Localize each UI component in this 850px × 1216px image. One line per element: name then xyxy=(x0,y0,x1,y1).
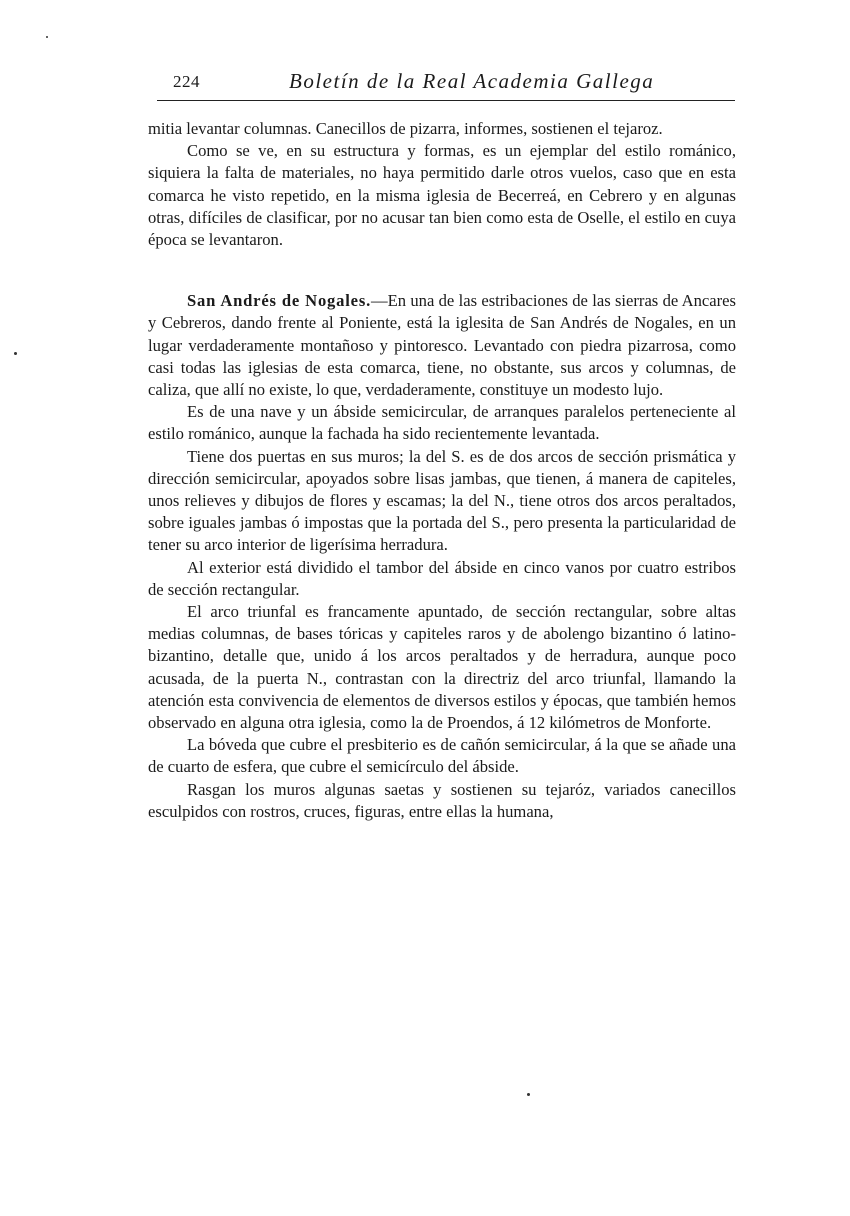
paragraph-san-andres-text: En una de las estribaciones de las sierras de Ancares y Cebreros, dando frente al Poniente, está la iglesita de San Andrés de Nogales, en un lugar verdaderamente montañoso y pintoresco. Levantado con piedra pizarrosa, como casi todas las iglesias de esta comarca, tiene, no obstante, sus arcos y columnas, de caliza, que allí no existe, lo que, verdaderamente, constituye un modesto lujo. xyxy=(148,291,736,400)
scan-speck xyxy=(46,36,48,38)
page-header xyxy=(157,70,735,100)
running-title: Boletín de la Real Academia Gallega xyxy=(289,69,655,93)
paragraph-nave: Es de una nave y un ábside semicircular, de arranques paralelos perteneciente al estilo románico, aunque la fachada ha sido recientemente levantada. xyxy=(148,402,736,444)
header-rule xyxy=(157,100,735,101)
paragraph-doors: Tiene dos puertas en sus muros; la del S. es de dos arcos de sección prismática y dirección semicircular, apoyados sobre lisas jambas, que tienen, á manera de capiteles, unos relieves y dibujos de flores y escamas; la del N., tiene otros dos arcos peraltados, sobre iguales jambas ó impostas que la portada del S., pero presenta la particularidad de tener su arco interior de ligerísima herradura. xyxy=(148,446,736,555)
paragraph-walls: Rasgan los muros algunas saetas y sostienen su tejaróz, variados canecillos esculpidos con rostros, cruces, figuras, entre ellas la humana, xyxy=(148,779,736,821)
paragraph-romanesque-style: Como se ve, en su estructura y formas, es un ejemplar del estilo románico, siquiera la falta de materiales, no haya permitido darle otros vuelos, caso que en esta comarca he visto repetido, en la misma iglesia de Becerreá, en Cebrero y en algunas otras, difíciles de clasificar, por no acusar tan bien como esta de Oselle, el estilo en cuya época se levantaron. xyxy=(148,141,736,250)
page-number: 224 xyxy=(173,72,200,91)
section-heading: San Andrés de Nogales. xyxy=(187,291,372,311)
paragraph-triumphal-arch: El arco triunfal es francamente apuntado, de sección rectangular, sobre altas medias columnas, de bases tóricas y capiteles raros y de abolengo bizantino ó latino-bizantino, detalle que, unido á los arcos peraltados y de herradura, aunque poco acusada, de la puerta N., contrastan con la directriz del arco triunfal, llamando la atención esta convivencia de elementos de diversos estilos y épocas, que también hemos observado en alguna otra iglesia, como la de Proendos, á 12 kilómetros de Monforte. xyxy=(148,602,736,733)
scan-speck xyxy=(527,1093,530,1096)
heading-dash: — xyxy=(371,291,388,311)
paragraph-vault: La bóveda que cubre el presbiterio es de cañón semicircular, á la que se añade una de cuarto de esfera, que cubre el semicírculo del ábside. xyxy=(148,735,736,777)
scan-speck xyxy=(14,352,17,355)
body-text xyxy=(148,118,736,823)
paragraph-exterior: Al exterior está dividido el tambor del ábside en cinco vanos por cuatro estribos de sección rectangular. xyxy=(148,557,736,599)
paragraph-san-andres-intro xyxy=(148,290,736,401)
paragraph-continuation: mitia levantar columnas. Canecillos de pizarra, informes, sostienen el tejaroz. xyxy=(148,119,663,138)
